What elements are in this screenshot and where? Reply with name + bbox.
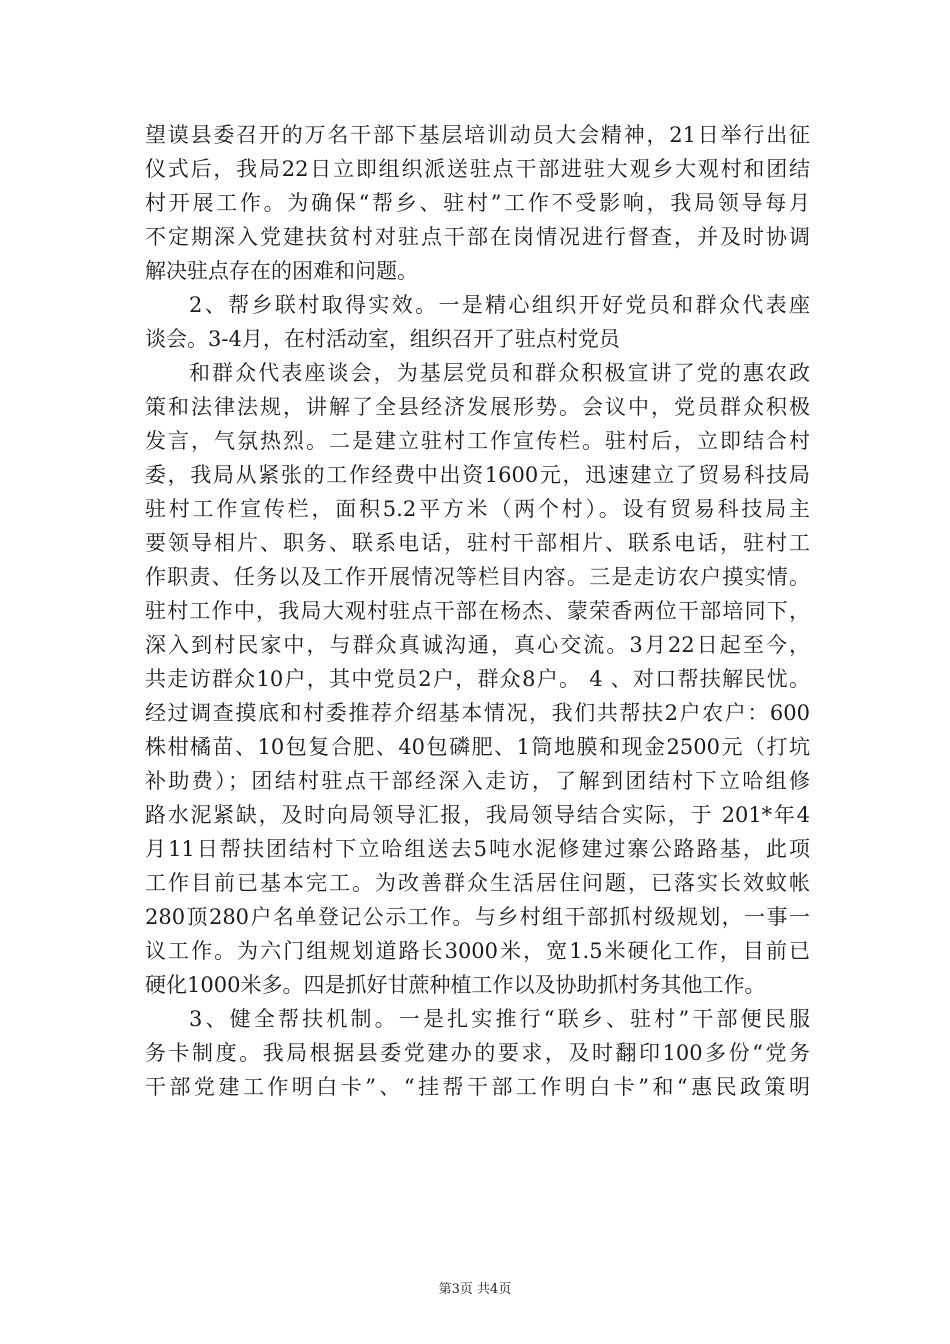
text-line: 仪式后，我局22日立即组织派送驻点干部进驻大观乡大观村和团结 <box>145 157 810 181</box>
text-line: 硬化1000米多。四是抓好甘蔗种植工作以及协助抓村务其他工作。 <box>145 973 766 997</box>
text-line: 作职责、任务以及工作开展情况等栏目内容。三是走访农户摸实情。 <box>145 565 810 589</box>
document-body <box>145 118 810 1104</box>
text-line: 发言，气氛热烈。二是建立驻村工作宣传栏。驻村后，立即结合村 <box>145 429 810 453</box>
text-line: 务卡制度。我局根据县委党建办的要求，及时翻印100多份“党务 <box>145 1041 810 1065</box>
text-line: 和群众代表座谈会，为基层党员和群众积极宣讲了党的惠农政 <box>189 361 810 385</box>
text-line: 解决驻点存在的困难和问题。 <box>145 259 418 283</box>
page-number-label: 第3页 共4页 <box>438 1282 512 1297</box>
text-line: 深入到村民家中，与群众真诚沟通，真心交流。3月22日起至今， <box>145 633 810 657</box>
text-line: 月11日帮扶团结村下立哈组送去5吨水泥修建过寨公路路基，此项 <box>145 837 810 861</box>
text-line: 干部党建工作明白卡”、“挂帮干部工作明白卡”和“惠民政策明 <box>145 1075 810 1099</box>
text-line: 要领导相片、职务、联系电话，驻村干部相片、联系电话，驻村工 <box>145 531 810 555</box>
text-line: 工作目前已基本完工。为改善群众生活居住问题，已落实长效蚊帐 <box>145 871 810 895</box>
text-line: 议工作。为六门组规划道路长3000米，宽1.5米硬化工作，目前已 <box>145 939 810 963</box>
text-line: 委，我局从紧张的工作经费中出资1600元，迅速建立了贸易科技局 <box>145 463 810 487</box>
text-line: 3、健全帮扶机制。一是扎实推行“联乡、驻村”干部便民服 <box>189 1007 810 1031</box>
text-line: 路水泥紧缺，及时向局领导汇报，我局领导结合实际，于 201*年4 <box>145 803 810 827</box>
text-line: 补助费）；团结村驻点干部经深入走访，了解到团结村下立哈组修 <box>145 769 810 793</box>
text-line: 株柑橘苗、10包复合肥、40包磷肥、1筒地膜和现金2500元（打坑 <box>145 735 810 759</box>
text-line: 村开展工作。为确保“帮乡、驻村”工作不受影响，我局领导每月 <box>145 191 810 215</box>
text-line: 经过调查摸底和村委推荐介绍基本情况，我们共帮扶2户农户：600 <box>145 701 810 725</box>
text-line: 望谟县委召开的万名干部下基层培训动员大会精神，21日举行出征 <box>145 123 810 147</box>
text-line: 不定期深入党建扶贫村对驻点干部在岗情况进行督查，并及时协调 <box>145 225 810 249</box>
text-line: 谈会。3-4月，在村活动室，组织召开了驻点村党员 <box>145 327 620 351</box>
text-line: 驻村工作中，我局大观村驻点干部在杨杰、蒙荣香两位干部培同下， <box>145 599 810 623</box>
text-line: 共走访群众10户，其中党员2户，群众8户。 4 、对口帮扶解民忧。 <box>145 667 810 691</box>
text-line: 策和法律法规，讲解了全县经济发展形势。会议中，党员群众积极 <box>145 395 810 419</box>
page-footer <box>0 1278 950 1297</box>
text-line: 驻村工作宣传栏，面积5.2平方米（两个村）。设有贸易科技局主 <box>145 497 810 521</box>
text-line: 280顶280户名单登记公示工作。与乡村组干部抓村级规划，一事一 <box>145 905 810 929</box>
text-line: 2、帮乡联村取得实效。一是精心组织开好党员和群众代表座 <box>189 293 810 317</box>
